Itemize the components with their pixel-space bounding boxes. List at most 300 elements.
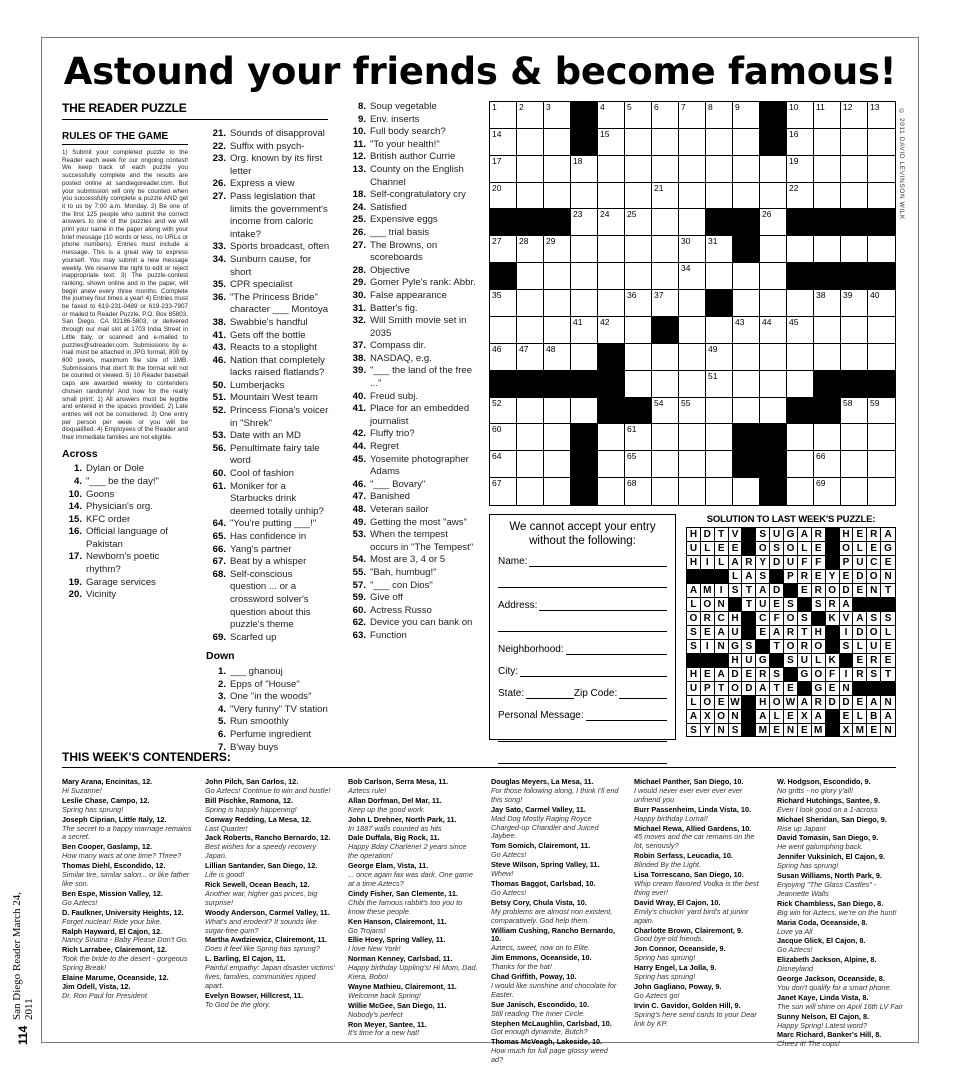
contender-entry (348, 1021, 478, 1039)
black-square (571, 451, 598, 478)
grid-cell[interactable] (733, 478, 760, 505)
grid-cell[interactable] (490, 156, 517, 183)
cell-number: 54 (654, 397, 664, 408)
grid-cell[interactable] (652, 236, 679, 263)
grid-cell[interactable] (787, 344, 814, 371)
clue-item (206, 254, 330, 279)
grid-cell[interactable] (787, 478, 814, 505)
grid-cell[interactable] (517, 424, 544, 451)
grid-cell[interactable] (571, 156, 598, 183)
grid-cell[interactable] (733, 102, 760, 129)
address-line-2[interactable] (498, 622, 667, 632)
grid-cell[interactable] (490, 290, 517, 317)
solution-letter: O (687, 612, 701, 626)
grid-cell[interactable] (733, 317, 760, 344)
solution-letter: L (729, 570, 743, 584)
grid-cell[interactable] (652, 183, 679, 210)
solution-letter: N (715, 598, 729, 612)
clue-item (346, 189, 476, 202)
contender-entry (62, 797, 192, 815)
grid-cell[interactable] (679, 102, 706, 129)
grid-cell[interactable] (625, 236, 652, 263)
grid-cell[interactable] (679, 451, 706, 478)
solution-letter: A (687, 584, 701, 598)
grid-cell[interactable] (868, 102, 895, 129)
contender-entry (348, 816, 478, 834)
grid-cell[interactable] (544, 129, 571, 156)
grid-cell[interactable] (571, 236, 598, 263)
grid-cell[interactable] (598, 317, 625, 344)
cell-number: 51 (708, 370, 718, 381)
contender-entry (348, 955, 478, 982)
grid-cell[interactable] (868, 183, 895, 210)
clue-text: Pass legislation that limits the government's income from caloric intake? (230, 190, 328, 240)
grid-cell[interactable] (544, 263, 571, 290)
grid-cell[interactable] (760, 344, 787, 371)
grid-cell[interactable] (625, 129, 652, 156)
solution-letter: Y (701, 724, 715, 737)
grid-cell[interactable] (706, 183, 733, 210)
cell-number: 22 (789, 182, 799, 193)
cell-number: 1 (492, 102, 497, 112)
clue-item (62, 476, 188, 489)
grid-cell[interactable] (706, 129, 733, 156)
solution-black-square (784, 668, 798, 682)
grid-cell[interactable] (679, 317, 706, 344)
clue-number: 2. (217, 678, 226, 690)
contender-message: Spring has sprung! (62, 804, 124, 814)
clue-number: 35. (212, 279, 226, 291)
address-field[interactable]: Address: (498, 600, 667, 611)
grid-cell[interactable] (679, 478, 706, 505)
grid-cell[interactable] (787, 102, 814, 129)
contender-message: My problems are almost non existent, comparatively. God help them. (491, 906, 613, 925)
contender-message: The secret to a happy marriage remains a secret. (62, 823, 192, 842)
solution-letter: O (867, 626, 881, 640)
clue-item (346, 454, 476, 479)
grid-cell[interactable] (868, 398, 895, 425)
grid-cell[interactable] (814, 478, 841, 505)
contender-name: Douglas Meyers, La Mesa, 11. (491, 777, 594, 786)
clue-item (62, 463, 188, 476)
grid-cell[interactable] (760, 209, 787, 236)
solution-black-square (798, 598, 812, 612)
grid-cell[interactable] (490, 478, 517, 505)
grid-cell[interactable] (598, 236, 625, 263)
grid-cell[interactable] (517, 451, 544, 478)
grid-cell[interactable] (625, 344, 652, 371)
solution-black-square (881, 682, 895, 696)
grid-cell[interactable] (679, 129, 706, 156)
grid-cell[interactable] (625, 102, 652, 129)
grid-cell[interactable] (544, 317, 571, 344)
grid-cell[interactable] (598, 451, 625, 478)
grid-cell[interactable] (814, 290, 841, 317)
grid-cell[interactable] (733, 183, 760, 210)
grid-cell[interactable] (679, 371, 706, 398)
contender-message: Even I look good on a 1-across (777, 804, 878, 814)
grid-cell[interactable] (625, 290, 652, 317)
grid-cell[interactable] (679, 398, 706, 425)
grid-cell[interactable] (841, 451, 868, 478)
grid-cell[interactable] (679, 209, 706, 236)
contender-message: Whew! (491, 869, 514, 879)
grid-cell[interactable] (598, 129, 625, 156)
contender-name: Leslie Chase, Campo, 12. (62, 795, 150, 805)
solution-letter: A (715, 626, 729, 640)
grid-cell[interactable] (841, 236, 868, 263)
solution-letter: R (812, 696, 826, 710)
grid-cell[interactable] (814, 102, 841, 129)
grid-cell[interactable] (841, 344, 868, 371)
grid-cell[interactable] (544, 478, 571, 505)
clue-list (62, 463, 188, 602)
grid-cell[interactable] (760, 183, 787, 210)
grid-cell[interactable] (706, 424, 733, 451)
grid-cell[interactable] (490, 183, 517, 210)
grid-cell[interactable] (571, 263, 598, 290)
grid-cell[interactable] (841, 424, 868, 451)
grid-cell[interactable] (706, 371, 733, 398)
grid-cell[interactable] (868, 478, 895, 505)
grid-cell[interactable] (868, 290, 895, 317)
solution-letter: H (687, 528, 701, 542)
grid-cell[interactable] (706, 156, 733, 183)
clue-number: 11. (353, 138, 366, 150)
contender-name: Michael Panther, San Diego, 10. (634, 777, 744, 786)
solution-letter: S (756, 570, 770, 584)
grid-cell[interactable] (760, 371, 787, 398)
grid-cell[interactable] (679, 263, 706, 290)
grid-cell[interactable] (652, 478, 679, 505)
cell-number: 29 (546, 236, 556, 247)
personal-message-field[interactable]: Personal Message: (498, 710, 667, 721)
solution-letter: O (701, 598, 715, 612)
cell-number: 13 (870, 102, 880, 112)
grid-cell[interactable] (706, 344, 733, 371)
grid-cell[interactable] (625, 451, 652, 478)
message-line-3[interactable] (498, 754, 667, 764)
grid-cell[interactable] (544, 424, 571, 451)
grid-cell[interactable] (517, 398, 544, 425)
grid-cell[interactable] (517, 317, 544, 344)
clue-text: ___ ghanouj (230, 665, 283, 677)
grid-cell[interactable] (652, 371, 679, 398)
grid-cell[interactable] (706, 317, 733, 344)
entry-form-heading: We cannot accept your entry without the following: (509, 521, 656, 547)
grid-cell[interactable] (517, 290, 544, 317)
grid-cell[interactable] (490, 424, 517, 451)
grid-cell[interactable] (814, 317, 841, 344)
message-line-2[interactable] (498, 732, 667, 742)
grid-cell[interactable] (841, 398, 868, 425)
grid-cell[interactable] (733, 398, 760, 425)
grid-cell[interactable] (625, 424, 652, 451)
rules-text: 1) Submit your completed puzzle to the Reader each week for our ongoing contest! We keep track of each puzzle you successfully complete and the results are posted online at sandiegoreader.com. But your submission will only be counted when you successfully complete a puzzle AND get it to us by 7:00 a.m. Monday. 2) Be one of the first 125 people who submit the correct answers to one of the puzzles and we will print your name in the paper along with your brief message (10 words or less, no URLs or phone numbers). Entries must include a message. This is a great way to express yourself. You may submit a new message weekly. We reserve the right to edit or reject inappropriate text. 3) The puzzle-contest ranking, shown online and in the paper, will begin anew every three months. Complete the journey four times a year! 4) Entries must be faxed to 619-231-0489 or 619-233-7907 or mailed to Reader Puzzle, P.O. Box 85803, San Diego, CA 92186-5803, or delivered through our mail slot at 1703 India Street in Little Italy, or scanned and e-mailed to puzzles@sdreader.com. Submissions by e-mail must be attached in JPG format, 800 by 800 pixels, maximum file size of 1MB. Submissions that don't fit the format will not be counted or viewed. 5) 10 Reader baseball caps are awarded weekly to contenders chosen randomly! And now for the really small print: 1) All answers must be legible and entered in the spaces provided. 2) Late entries will not be considered. 3) One entry per person per week or you will be disqualified. 4) Employees of the Reader and their immediate families are not eligible. (62, 149, 188, 442)
grid-cell[interactable] (706, 263, 733, 290)
grid-cell[interactable] (868, 236, 895, 263)
solution-black-square (784, 584, 798, 598)
grid-cell[interactable] (706, 478, 733, 505)
grid-cell[interactable] (490, 451, 517, 478)
clue-text: Veteran sailor (370, 504, 429, 515)
grid-cell[interactable] (679, 183, 706, 210)
grid-cell[interactable] (571, 317, 598, 344)
grid-cell[interactable] (868, 344, 895, 371)
grid-cell[interactable] (598, 424, 625, 451)
grid-cell[interactable] (625, 371, 652, 398)
grid-cell[interactable] (868, 129, 895, 156)
grid-cell[interactable] (787, 424, 814, 451)
name-line-2[interactable] (498, 578, 667, 588)
grid-cell[interactable] (652, 156, 679, 183)
page-number: 114 (16, 1025, 30, 1045)
contender-entry (62, 843, 192, 861)
grid-cell[interactable] (760, 290, 787, 317)
grid-cell[interactable] (598, 156, 625, 183)
grid-cell[interactable] (733, 344, 760, 371)
grid-cell[interactable] (706, 236, 733, 263)
grid-cell[interactable] (625, 263, 652, 290)
contender-name: William Cushing, Rancho Bernardo, 10. (491, 925, 615, 944)
grid-cell[interactable] (517, 183, 544, 210)
grid-cell[interactable] (814, 156, 841, 183)
clue-number: 49. (352, 516, 366, 528)
contender-name: Susan Williams, North Park, 9. (777, 871, 882, 881)
contender-message: Good bye old friends. (634, 934, 704, 944)
clue-text: Objective (370, 264, 410, 276)
grid-cell[interactable] (652, 102, 679, 129)
grid-cell[interactable] (760, 263, 787, 290)
clue-text: Env. inserts (370, 113, 420, 125)
grid-cell[interactable] (544, 236, 571, 263)
grid-cell[interactable] (517, 102, 544, 129)
grid-cell[interactable] (571, 290, 598, 317)
solution-letter: R (798, 570, 812, 584)
cell-number: 52 (492, 397, 502, 408)
grid-cell[interactable] (787, 317, 814, 344)
grid-cell[interactable] (625, 317, 652, 344)
solution-letter: E (784, 682, 798, 696)
clue-text: Yang's partner (230, 543, 292, 555)
clue-text: Epps of "House" (230, 678, 300, 690)
grid-cell[interactable] (598, 183, 625, 210)
grid-cell[interactable] (787, 183, 814, 210)
grid-cell[interactable] (544, 344, 571, 371)
grid-cell[interactable] (814, 451, 841, 478)
clue-item (206, 178, 330, 191)
contenders-column (348, 778, 478, 1039)
grid-cell[interactable] (652, 344, 679, 371)
contender-message: Aztecs rule! (348, 785, 387, 795)
grid-cell[interactable] (679, 236, 706, 263)
grid-cell[interactable] (760, 398, 787, 425)
grid-cell[interactable] (625, 156, 652, 183)
clue-number: 3. (217, 691, 226, 703)
grid-cell[interactable] (517, 478, 544, 505)
solution-letter: A (715, 668, 729, 682)
grid-cell[interactable] (517, 156, 544, 183)
contender-name: Wayne Mathieu, Clairemont, 11. (348, 981, 457, 991)
clue-item (346, 340, 476, 353)
grid-cell[interactable] (841, 156, 868, 183)
grid-cell[interactable] (841, 317, 868, 344)
grid-cell[interactable] (733, 263, 760, 290)
solution-letter: E (853, 584, 867, 598)
grid-cell[interactable] (652, 209, 679, 236)
grid-cell[interactable] (868, 451, 895, 478)
grid-cell[interactable] (652, 129, 679, 156)
grid-cell[interactable] (841, 183, 868, 210)
grid-cell[interactable] (814, 236, 841, 263)
grid-cell[interactable] (814, 129, 841, 156)
city-field[interactable]: City: (498, 666, 667, 677)
clue-item (346, 277, 476, 290)
grid-cell[interactable] (868, 156, 895, 183)
name-field[interactable]: Name: (498, 556, 667, 567)
contenders-column (634, 778, 764, 1029)
grid-cell[interactable] (679, 424, 706, 451)
black-square (760, 102, 787, 129)
grid-cell[interactable] (841, 478, 868, 505)
grid-cell[interactable] (652, 290, 679, 317)
solution-black-square (853, 682, 867, 696)
grid-cell[interactable] (652, 451, 679, 478)
grid-cell[interactable] (598, 209, 625, 236)
grid-cell[interactable] (760, 317, 787, 344)
grid-cell[interactable] (787, 236, 814, 263)
cell-number: 53 (627, 397, 637, 408)
grid-cell[interactable] (733, 129, 760, 156)
contender-message: No gritts - no glory y'all! (777, 785, 854, 795)
grid-cell[interactable] (652, 424, 679, 451)
grid-cell[interactable] (814, 424, 841, 451)
grid-cell[interactable] (598, 102, 625, 129)
grid-cell[interactable] (544, 156, 571, 183)
grid-cell[interactable] (490, 236, 517, 263)
grid-cell[interactable] (733, 290, 760, 317)
grid-cell[interactable] (652, 263, 679, 290)
grid-cell[interactable] (787, 156, 814, 183)
solution-letter: A (881, 528, 895, 542)
grid-cell[interactable] (868, 317, 895, 344)
grid-cell[interactable] (787, 451, 814, 478)
grid-cell[interactable] (733, 371, 760, 398)
solution-black-square (687, 654, 701, 668)
grid-cell[interactable] (490, 102, 517, 129)
grid-cell[interactable] (706, 451, 733, 478)
clue-list (346, 101, 476, 643)
cell-number: 48 (546, 343, 556, 354)
grid-cell[interactable] (706, 398, 733, 425)
grid-cell[interactable] (706, 102, 733, 129)
grid-cell[interactable] (787, 371, 814, 398)
contender-name: Bill Pischke, Ramona, 12. (205, 795, 294, 805)
grid-cell[interactable] (544, 398, 571, 425)
neighborhood-field[interactable]: Neighborhood: (498, 644, 667, 655)
solution-black-square (742, 542, 756, 556)
grid-cell[interactable] (517, 129, 544, 156)
contender-entry (777, 853, 907, 871)
grid-cell[interactable] (814, 183, 841, 210)
grid-cell[interactable] (679, 290, 706, 317)
grid-cell[interactable] (679, 156, 706, 183)
grid-cell[interactable] (625, 478, 652, 505)
grid-cell[interactable] (598, 290, 625, 317)
grid-cell[interactable] (760, 236, 787, 263)
grid-cell[interactable] (544, 451, 571, 478)
grid-cell[interactable] (544, 290, 571, 317)
clue-text: Self-conscious question ... or a crossword solver's question about this puzzle's theme (230, 568, 311, 631)
grid-cell[interactable] (787, 129, 814, 156)
clue-number: 12. (352, 151, 366, 163)
state-zip-field[interactable]: State: Zip Code: (498, 688, 667, 699)
clue-item (346, 428, 476, 441)
grid-cell[interactable] (841, 290, 868, 317)
grid-cell[interactable] (841, 102, 868, 129)
grid-cell[interactable] (517, 344, 544, 371)
clue-text: Vicinity (86, 589, 117, 601)
grid-cell[interactable] (598, 263, 625, 290)
clue-item (346, 265, 476, 278)
cell-number: 45 (789, 316, 799, 327)
clue-number: 15. (68, 513, 82, 525)
grid-cell[interactable] (517, 263, 544, 290)
contender-message: Mad Dog Mostly Raging Royce Charged-up Chandler and Juiced Jaybee. (491, 813, 599, 841)
solution-block (686, 514, 896, 737)
grid-cell[interactable] (544, 102, 571, 129)
contender-entry (634, 806, 764, 824)
solution-letter: W (729, 696, 743, 710)
solution-letter: E (853, 528, 867, 542)
grid-cell[interactable] (490, 129, 517, 156)
clue-number: 26. (212, 178, 226, 190)
grid-cell[interactable] (490, 344, 517, 371)
grid-cell[interactable] (571, 344, 598, 371)
grid-cell[interactable] (868, 424, 895, 451)
grid-cell[interactable] (652, 398, 679, 425)
grid-cell[interactable] (544, 183, 571, 210)
across-clues-col1 (62, 448, 188, 602)
grid-cell[interactable] (571, 209, 598, 236)
contender-entry (634, 945, 764, 963)
grid-cell[interactable] (517, 236, 544, 263)
grid-cell[interactable] (571, 183, 598, 210)
solution-letter: D (853, 626, 867, 640)
cell-number: 23 (573, 209, 583, 220)
grid-cell[interactable] (625, 209, 652, 236)
solution-letter: E (701, 626, 715, 640)
grid-cell[interactable] (490, 317, 517, 344)
clue-number: 23. (212, 153, 226, 165)
grid-cell[interactable] (733, 156, 760, 183)
crossword-grid[interactable] (489, 101, 896, 506)
grid-cell[interactable] (679, 344, 706, 371)
solution-letter: D (770, 556, 784, 570)
grid-cell[interactable] (787, 290, 814, 317)
grid-cell[interactable] (625, 183, 652, 210)
contender-name: David Wray, El Cajon, 10. (634, 897, 721, 907)
grid-cell[interactable] (760, 156, 787, 183)
grid-cell[interactable] (814, 344, 841, 371)
contender-entry (491, 1038, 621, 1065)
solution-black-square (756, 640, 770, 654)
grid-cell[interactable] (841, 129, 868, 156)
grid-cell[interactable] (571, 398, 598, 425)
grid-cell[interactable] (598, 478, 625, 505)
solution-letter: S (687, 724, 701, 737)
grid-cell[interactable] (490, 398, 517, 425)
